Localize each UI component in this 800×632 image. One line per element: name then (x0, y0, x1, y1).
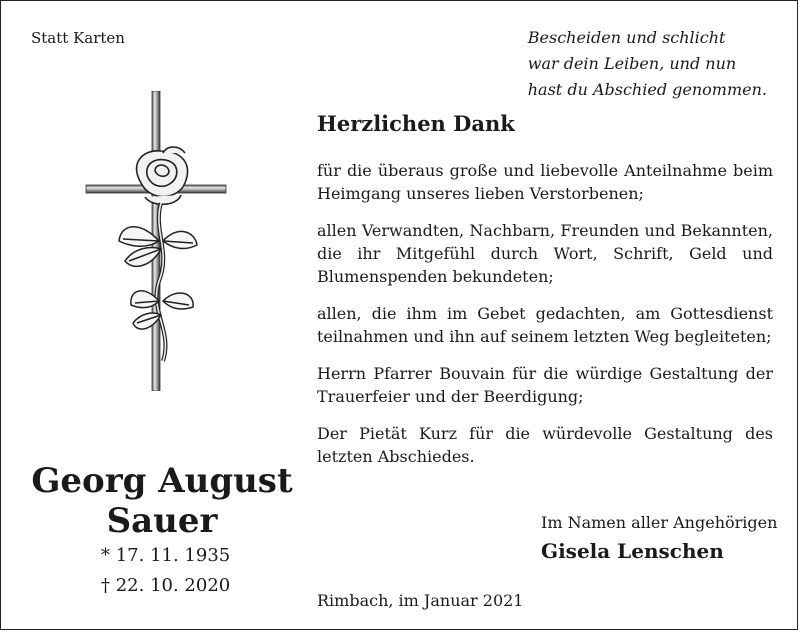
motto-line: hast du Abschied genommen. (527, 80, 767, 99)
motto-line: Bescheiden und schlicht (527, 28, 726, 47)
deceased-first-names: Georg August (31, 461, 293, 501)
place-date: Rimbach, im Januar 2021 (317, 591, 524, 610)
thanks-paragraph: Herrn Pfarrer Bouvain für die würdige Gestaltung der Trauerfeier und der Beerdigung; (317, 364, 773, 406)
signature-name: Gisela Lenschen (541, 539, 724, 563)
motto-verse (528, 25, 767, 103)
thanks-body (317, 159, 773, 482)
death-date: † 22. 10. 2020 (101, 575, 231, 596)
cross-with-rose-icon (81, 91, 241, 391)
thanks-paragraph: Der Pietät Kurz für die würdevolle Gestaltung des letzten Abschiedes. (317, 424, 773, 466)
statt-karten-label: Statt Karten (31, 29, 125, 47)
thanks-paragraph: für die überaus große und liebevolle Anteilnahme beim Heimgang unseres lieben Verstorbenen; (317, 161, 773, 203)
motto-line: war dein Leiben, und nun (527, 54, 737, 73)
deceased-name (31, 461, 293, 541)
thanks-paragraph: allen Verwandten, Nachbarn, Freunden und Bekannten, die ihr Mitgefühl durch Wort, Schrift, Geld und Blumenspenden bekundeten; (317, 221, 773, 286)
birth-date: * 17. 11. 1935 (101, 545, 231, 566)
thanks-paragraph: allen, die ihm im Gebet gedachten, am Gottesdienst teilnahmen und ihn auf seinem letzten Weg begleiteten; (317, 304, 773, 346)
deceased-surname: Sauer (106, 501, 218, 541)
thanks-title: Herzlichen Dank (317, 111, 515, 136)
signature-intro: Im Namen aller Angehörigen (541, 513, 778, 532)
life-dates (101, 541, 230, 601)
